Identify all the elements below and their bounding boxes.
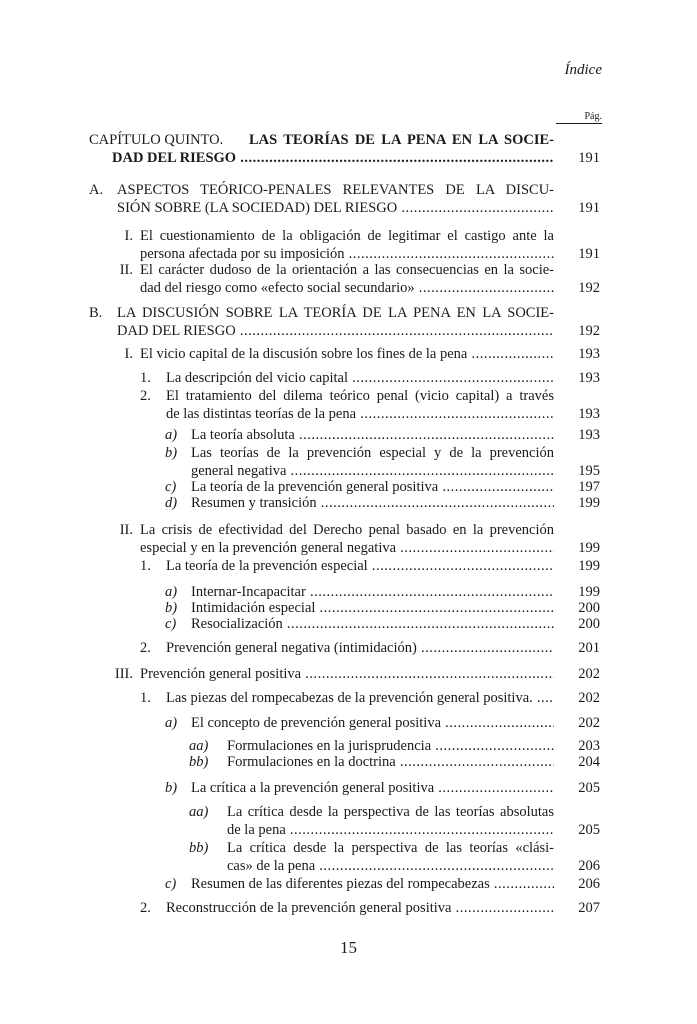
toc-entry-number: CAPÍTULO QUINTO. xyxy=(89,132,224,148)
toc-entry-title-line: Resocialización ..... xyxy=(191,615,554,633)
toc-entry-number: c) xyxy=(165,479,177,495)
toc-entry-title-line: Prevención general negativa (intimidación) ..... xyxy=(166,639,554,657)
toc-entry-number: c) xyxy=(165,616,177,632)
toc-entry-title-line: El carácter dudoso de la orientación a las consecuencias en la socie- xyxy=(140,262,554,278)
toc-entry-number: 1. xyxy=(140,370,151,386)
toc-entry-page: 193 xyxy=(578,427,600,443)
toc-entry-title-line: especial y en la prevención general negativa ..... xyxy=(140,539,554,557)
toc-entry-title-line: de las distintas teorías de la pena ..... xyxy=(166,405,554,423)
toc-entry-page: 192 xyxy=(578,323,600,339)
page-number: 15 xyxy=(340,938,357,957)
toc-entry-title-line: LAS TEORÍAS DE LA PENA EN LA SOCIE- xyxy=(249,132,554,148)
toc-entry-title-line: La teoría de la prevención general positiva ..... xyxy=(191,478,554,496)
toc-entry-page: 206 xyxy=(578,876,600,892)
toc-entry-page: 193 xyxy=(578,406,600,422)
toc-entry-title-line: El concepto de prevención general positiva ..... xyxy=(191,714,554,732)
toc-entry-number: I. xyxy=(124,228,133,244)
toc-entry-page: 204 xyxy=(578,754,600,770)
toc-entry-page: 191 xyxy=(578,200,600,216)
toc-entry-page: 191 xyxy=(578,150,600,166)
toc-entry-title-line: Intimidación especial ..... xyxy=(191,599,554,617)
toc-entry-number: I. xyxy=(124,346,133,362)
toc-entry-title-line: Internar-Incapacitar ..... xyxy=(191,583,554,601)
toc-entry-page: 200 xyxy=(578,600,600,616)
toc-entry-number: aa) xyxy=(189,804,209,820)
toc-entry-number: b) xyxy=(165,600,178,616)
toc-entry-page: 201 xyxy=(578,640,600,656)
toc-entry-title-line: ASPECTOS TEÓRICO-PENALES RELEVANTES DE LA DISCU- xyxy=(117,182,554,198)
toc-entry-number: 2. xyxy=(140,388,151,404)
toc-entry-title-line: La descripción del vicio capital ..... xyxy=(166,369,554,387)
toc-entry-title-line: Resumen y transición ..... xyxy=(191,494,554,512)
toc-entry-number: B. xyxy=(89,305,103,321)
toc-entry-number: 2. xyxy=(140,900,151,916)
toc-entry-number: d) xyxy=(165,495,178,511)
toc-entry-number: 2. xyxy=(140,640,151,656)
toc-entry-page: 199 xyxy=(578,495,600,511)
page-column-label: Pág. xyxy=(556,111,602,124)
toc-entry-number: b) xyxy=(165,445,178,461)
toc-entry-title-line: Las teorías de la prevención especial y de la prevención xyxy=(191,445,554,461)
toc-entry-number: bb) xyxy=(189,754,209,770)
toc-entry-title-line: SIÓN SOBRE (LA SOCIEDAD) DEL RIESGO ..... xyxy=(117,199,554,217)
toc-entry-page: 197 xyxy=(578,479,600,495)
toc-entry-title-line: cas» de la pena ..... xyxy=(227,857,554,875)
toc-entry-number: 1. xyxy=(140,558,151,574)
toc-entry-page: 207 xyxy=(578,900,600,916)
toc-entry-title-line: dad del riesgo como «efecto social secundario» ..... xyxy=(140,279,554,297)
running-title: Índice xyxy=(564,62,602,78)
toc-entry-number: II. xyxy=(119,262,133,278)
toc-entry-title-line: El tratamiento del dilema teórico penal (vicio capital) a través xyxy=(166,388,554,404)
toc-entry-number: III. xyxy=(114,666,133,682)
toc-entry-number: II. xyxy=(119,522,133,538)
toc-entry-number: a) xyxy=(165,427,178,443)
toc-entry-title-line: El cuestionamiento de la obligación de legitimar el castigo ante la xyxy=(140,228,554,244)
toc-entry-number: 1. xyxy=(140,690,151,706)
toc-entry-title-line: La crítica desde la perspectiva de las teorías «clási- xyxy=(227,840,554,856)
toc-entry-title-line: La teoría de la prevención especial ..... xyxy=(166,557,554,575)
toc-entry-title-line: LA DISCUSIÓN SOBRE LA TEORÍA DE LA PENA EN LA SOCIE- xyxy=(117,305,554,321)
toc-entry-title-line: La crítica desde la perspectiva de las teorías absolutas xyxy=(227,804,554,820)
toc-entry-page: 205 xyxy=(578,822,600,838)
toc-entry-page: 202 xyxy=(578,715,600,731)
toc-entry-title-line: DAD DEL RIESGO ..... xyxy=(112,149,554,167)
toc-entry-number: c) xyxy=(165,876,177,892)
toc-entry-title-line: Formulaciones en la doctrina ..... xyxy=(227,753,554,771)
toc-entry-number: aa) xyxy=(189,738,209,754)
toc-entry-title-line: La crítica a la prevención general positiva ..... xyxy=(191,779,554,797)
toc-entry-number: A. xyxy=(89,182,104,198)
toc-entry-title-line: persona afectada por su imposición ..... xyxy=(140,245,554,263)
toc-entry-title-line: Formulaciones en la jurisprudencia ..... xyxy=(227,737,554,755)
toc-entry-number: bb) xyxy=(189,840,209,856)
toc-entry-title-line: Prevención general positiva ..... xyxy=(140,665,554,683)
toc-entry-number: a) xyxy=(165,715,178,731)
toc-entry-page: 202 xyxy=(578,666,600,682)
toc-entry-title-line: general negativa ..... xyxy=(191,462,554,480)
toc-entry-title-line: DAD DEL RIESGO ..... xyxy=(117,322,554,340)
toc-entry-page: 191 xyxy=(578,246,600,262)
toc-entry-title-line: La crisis de efectividad del Derecho penal basado en la prevención xyxy=(140,522,554,538)
toc-entry-page: 203 xyxy=(578,738,600,754)
toc-entry-title-line: Resumen de las diferentes piezas del rompecabezas ..... xyxy=(191,875,554,893)
toc-entry-page: 205 xyxy=(578,780,600,796)
toc-entry-title-line: Reconstrucción de la prevención general positiva ..... xyxy=(166,899,554,917)
toc-entry-title-line: Las piezas del rompecabezas de la prevención general positiva. ..... xyxy=(166,689,554,707)
toc-entry-page: 206 xyxy=(578,858,600,874)
toc-entry-page: 200 xyxy=(578,616,600,632)
toc-entry-page: 192 xyxy=(578,280,600,296)
toc-entry-page: 195 xyxy=(578,463,600,479)
toc-entry-title-line: El vicio capital de la discusión sobre los fines de la pena ..... xyxy=(140,345,554,363)
toc-entry-page: 199 xyxy=(578,584,600,600)
toc-entry-page: 193 xyxy=(578,346,600,362)
toc-entry-number: b) xyxy=(165,780,178,796)
toc-entry-page: 193 xyxy=(578,370,600,386)
toc-entry-page: 199 xyxy=(578,540,600,556)
toc-entry-page: 202 xyxy=(578,690,600,706)
toc-entry-title-line: de la pena ..... xyxy=(227,821,554,839)
toc-entry-number: a) xyxy=(165,584,178,600)
toc-entry-page: 199 xyxy=(578,558,600,574)
toc-entry-title-line: La teoría absoluta ..... xyxy=(191,426,554,444)
